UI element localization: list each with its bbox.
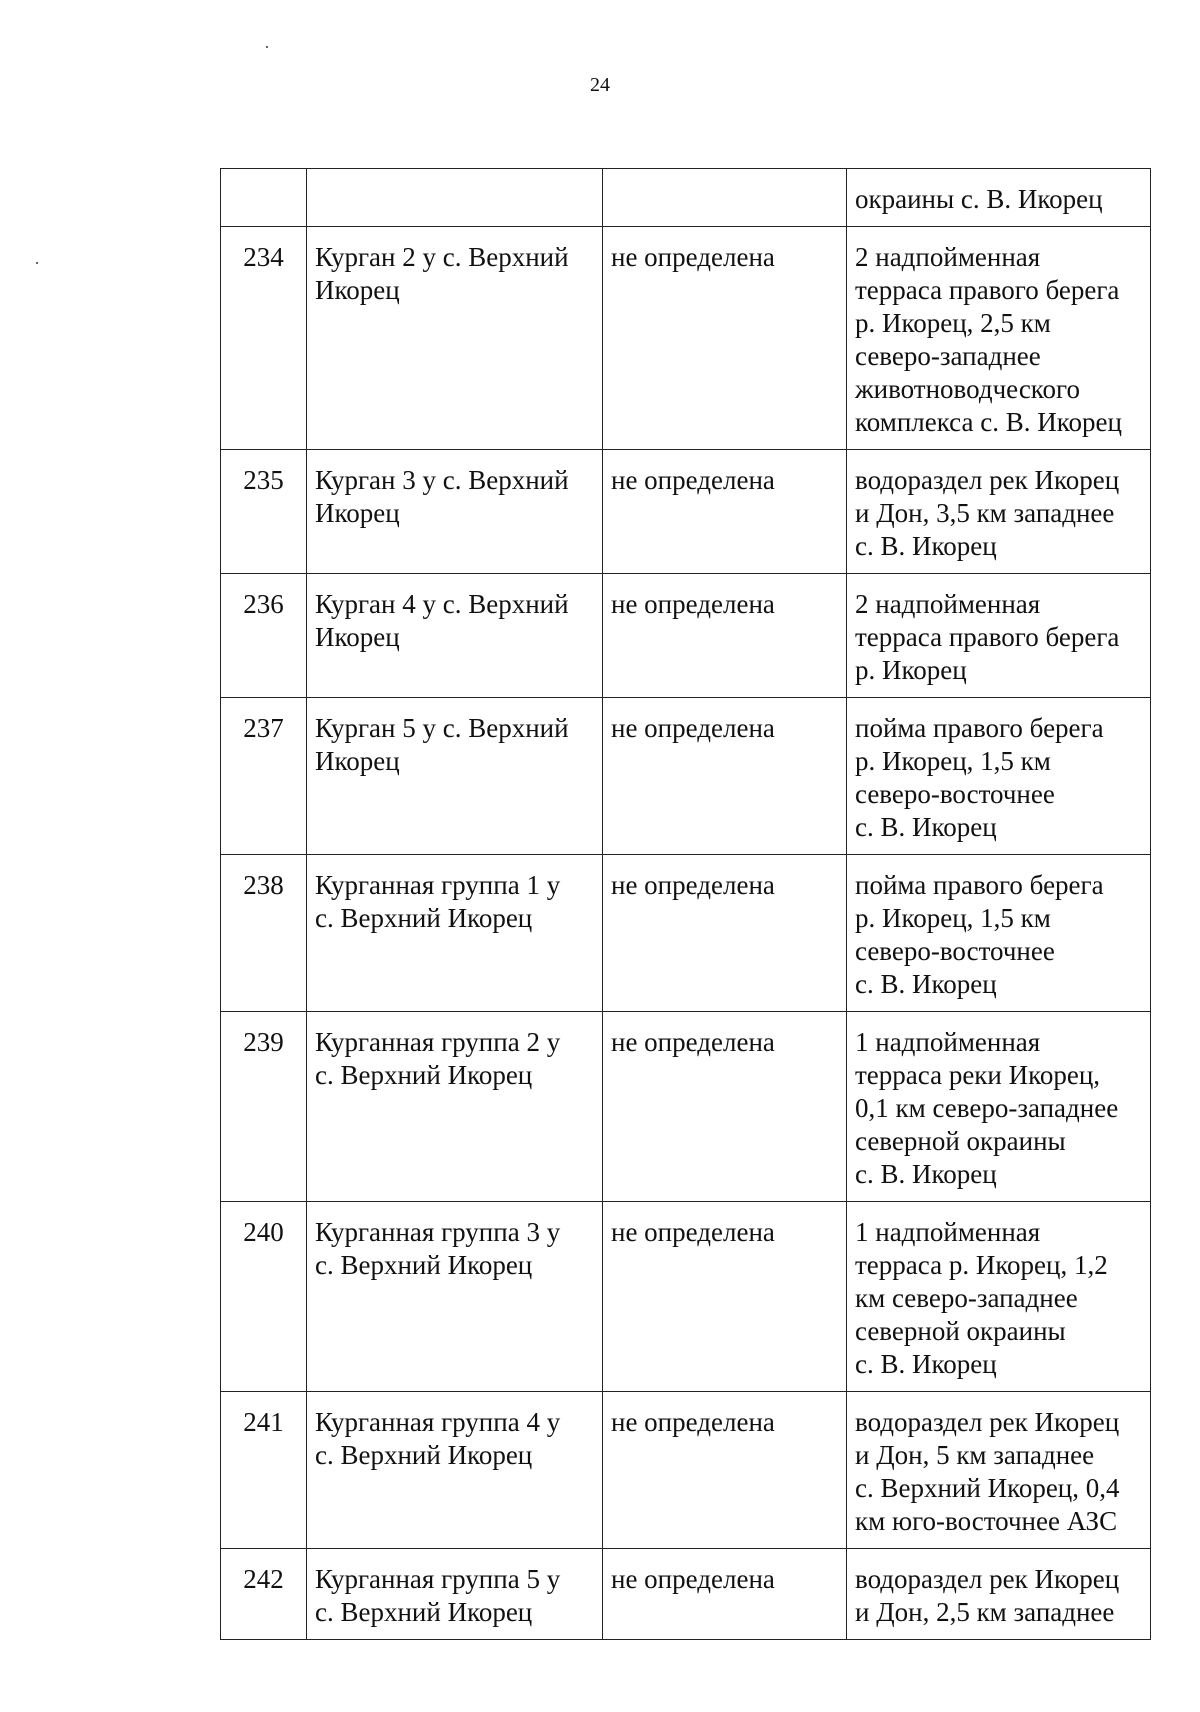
row-number-cell: 239 bbox=[221, 1012, 307, 1202]
dating-cell: не определена bbox=[603, 450, 847, 574]
object-name-line: Курган 2 у с. Верхний bbox=[315, 242, 569, 272]
row-number-cell: 236 bbox=[221, 574, 307, 698]
object-name-line: Курган 5 у с. Верхний bbox=[315, 713, 569, 743]
location-line: 0,1 км северо-западнее bbox=[855, 1093, 1119, 1123]
location-line: водораздел рек Икорец bbox=[855, 1407, 1120, 1437]
table-row bbox=[221, 227, 1151, 450]
row-number-cell bbox=[221, 169, 307, 227]
location-line: р. Икорец, 1,5 км bbox=[855, 746, 1051, 776]
object-name-cell bbox=[307, 450, 603, 574]
location-cell bbox=[847, 169, 1151, 227]
location-line: с. В. Икорец bbox=[855, 1349, 997, 1379]
location-line: с. В. Икорец bbox=[855, 1159, 997, 1189]
row-number-cell: 237 bbox=[221, 698, 307, 855]
table-row bbox=[221, 574, 1151, 698]
table-row bbox=[221, 1012, 1151, 1202]
location-cell bbox=[847, 450, 1151, 574]
object-name-line: Икорец bbox=[315, 275, 400, 305]
row-number-cell: 241 bbox=[221, 1392, 307, 1549]
location-line: км северо-западнее bbox=[855, 1283, 1078, 1313]
location-line: терраса р. Икорец, 1,2 bbox=[855, 1250, 1108, 1280]
object-name-line: Курганная группа 2 у bbox=[315, 1027, 561, 1057]
location-line: р. Икорец, 1,5 км bbox=[855, 903, 1051, 933]
location-line: терраса правого берега bbox=[855, 275, 1120, 305]
object-name-line: Курганная группа 5 у bbox=[315, 1564, 561, 1594]
row-number-cell: 242 bbox=[221, 1549, 307, 1640]
dating-cell: не определена bbox=[603, 698, 847, 855]
location-line: с. В. Икорец bbox=[855, 969, 997, 999]
location-cell bbox=[847, 1549, 1151, 1640]
object-name-line: с. Верхний Икорец bbox=[315, 1060, 533, 1090]
location-line: животноводческого bbox=[855, 374, 1080, 404]
object-name-line: с. Верхний Икорец bbox=[315, 1250, 533, 1280]
table-row bbox=[221, 1549, 1151, 1640]
location-line: терраса правого берега bbox=[855, 622, 1120, 652]
location-line: водораздел рек Икорец bbox=[855, 1564, 1120, 1594]
dating-cell: не определена bbox=[603, 227, 847, 450]
object-name-cell bbox=[307, 227, 603, 450]
location-line: и Дон, 5 км западнее bbox=[855, 1440, 1095, 1470]
location-line: северной окраины bbox=[855, 1316, 1066, 1346]
object-name-line: Курганная группа 4 у bbox=[315, 1407, 561, 1437]
table-row bbox=[221, 698, 1151, 855]
location-line: северо-восточнее bbox=[855, 936, 1055, 966]
location-cell bbox=[847, 227, 1151, 450]
dating-cell: не определена bbox=[603, 1202, 847, 1392]
object-name-line: Курган 4 у с. Верхний bbox=[315, 589, 569, 619]
object-name-line: с. Верхний Икорец bbox=[315, 1597, 533, 1627]
table-row bbox=[221, 855, 1151, 1012]
location-cell bbox=[847, 574, 1151, 698]
object-name-cell bbox=[307, 574, 603, 698]
location-line: водораздел рек Икорец bbox=[855, 465, 1120, 495]
location-cell bbox=[847, 855, 1151, 1012]
row-number-cell: 238 bbox=[221, 855, 307, 1012]
location-line: 2 надпойменная bbox=[855, 589, 1041, 619]
location-line: и Дон, 2,5 км западнее bbox=[855, 1597, 1115, 1627]
location-line: северо-западнее bbox=[855, 341, 1041, 371]
location-line: 1 надпойменная bbox=[855, 1217, 1041, 1247]
location-line: 2 надпойменная bbox=[855, 242, 1041, 272]
location-line: комплекса с. В. Икорец bbox=[855, 407, 1122, 437]
object-name-cell bbox=[307, 169, 603, 227]
dating-cell bbox=[603, 169, 847, 227]
location-line: окраины с. В. Икорец bbox=[855, 184, 1103, 214]
page-number: 24 bbox=[590, 74, 610, 96]
table-row bbox=[221, 1392, 1151, 1549]
location-line: с. В. Икорец bbox=[855, 812, 997, 842]
object-name-line: с. Верхний Икорец bbox=[315, 1440, 533, 1470]
object-name-cell bbox=[307, 698, 603, 855]
object-name-line: Курганная группа 3 у bbox=[315, 1217, 561, 1247]
location-line: пойма правого берега bbox=[855, 870, 1104, 900]
location-line: р. Икорец bbox=[855, 655, 967, 685]
row-number-cell: 234 bbox=[221, 227, 307, 450]
object-name-cell bbox=[307, 1012, 603, 1202]
table-row bbox=[221, 169, 1151, 227]
location-line: км юго-восточнее АЗС bbox=[855, 1506, 1118, 1536]
object-name-cell bbox=[307, 1392, 603, 1549]
location-line: р. Икорец, 2,5 км bbox=[855, 308, 1051, 338]
dating-cell: не определена bbox=[603, 1392, 847, 1549]
dating-cell: не определена bbox=[603, 574, 847, 698]
location-line: 1 надпойменная bbox=[855, 1027, 1041, 1057]
object-name-cell bbox=[307, 1202, 603, 1392]
object-name-line: Курганная группа 1 у bbox=[315, 870, 561, 900]
location-cell bbox=[847, 1012, 1151, 1202]
table-row bbox=[221, 450, 1151, 574]
row-number-cell: 240 bbox=[221, 1202, 307, 1392]
location-cell bbox=[847, 698, 1151, 855]
object-name-line: Икорец bbox=[315, 746, 400, 776]
object-name-cell bbox=[307, 855, 603, 1012]
scan-speck bbox=[36, 262, 38, 264]
row-number-cell: 235 bbox=[221, 450, 307, 574]
object-name-line: с. Верхний Икорец bbox=[315, 903, 533, 933]
location-line: северо-восточнее bbox=[855, 779, 1055, 809]
dating-cell: не определена bbox=[603, 855, 847, 1012]
object-name-cell bbox=[307, 1549, 603, 1640]
location-line: пойма правого берега bbox=[855, 713, 1104, 743]
dating-cell: не определена bbox=[603, 1549, 847, 1640]
object-name-line: Курган 3 у с. Верхний bbox=[315, 465, 569, 495]
registry-table-body bbox=[221, 169, 1151, 1640]
location-cell bbox=[847, 1202, 1151, 1392]
location-line: с. Верхний Икорец, 0,4 bbox=[855, 1473, 1120, 1503]
heritage-registry-table bbox=[220, 168, 1151, 1640]
table-row bbox=[221, 1202, 1151, 1392]
location-line: северной окраины bbox=[855, 1126, 1066, 1156]
object-name-line: Икорец bbox=[315, 622, 400, 652]
scan-speck bbox=[266, 46, 268, 48]
location-cell bbox=[847, 1392, 1151, 1549]
location-line: и Дон, 3,5 км западнее bbox=[855, 498, 1115, 528]
location-line: с. В. Икорец bbox=[855, 531, 997, 561]
dating-cell: не определена bbox=[603, 1012, 847, 1202]
object-name-line: Икорец bbox=[315, 498, 400, 528]
location-line: терраса реки Икорец, bbox=[855, 1060, 1101, 1090]
